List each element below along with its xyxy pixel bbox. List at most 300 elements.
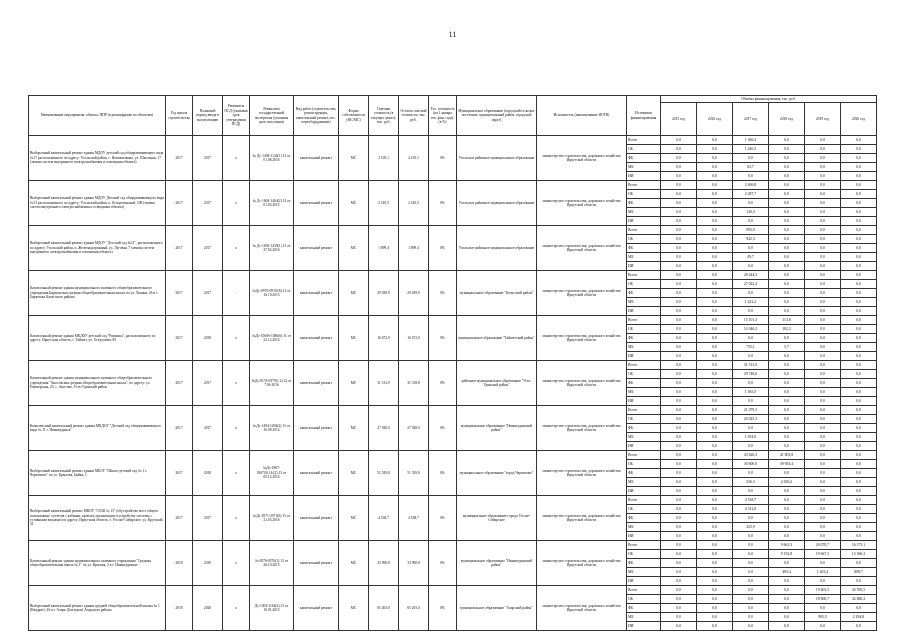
amount-cell: 0,0 (661, 487, 697, 496)
amount-cell: 0,0 (697, 442, 733, 451)
amount-cell: 0,0 (661, 514, 697, 523)
amount-cell: 1 565,5 (733, 388, 769, 397)
table-row (29, 316, 877, 325)
source: Всего (627, 271, 661, 280)
executor: министерство строительства, дорожного хозяйства Иркутской области (537, 586, 627, 631)
estimate: 16 672,9 (369, 316, 399, 361)
expertise: №Дс-0976-0910/(6).13 от 16.10.2013 (250, 271, 294, 316)
amount-cell: 1 422,2 (733, 298, 769, 307)
amount-cell: 0,0 (697, 307, 733, 316)
amount-cell: 0,0 (697, 568, 733, 577)
amount-cell: 0,0 (661, 451, 697, 460)
amount-cell: 1 054,0 (733, 433, 769, 442)
amount-cell: 0,0 (841, 523, 877, 532)
start-year: 2017 (166, 406, 193, 451)
work-type: капитальный ремонт (294, 496, 339, 541)
amount-cell: 0,0 (697, 325, 733, 334)
amount-cell: 1 403,4 (805, 568, 841, 577)
end-year: 2017 (193, 181, 223, 226)
amount-cell: 0,0 (805, 460, 841, 469)
amount-cell: 0,0 (661, 163, 697, 172)
amount-cell: 0,0 (805, 154, 841, 163)
amount-cell: 0,0 (769, 298, 805, 307)
header-sources: Источники финансирования (627, 96, 661, 136)
municipal: районное муниципальное образование "Усть-Удинский район" (457, 361, 537, 406)
amount-cell: 0,0 (697, 451, 733, 460)
amount-cell: 0,0 (733, 172, 769, 181)
remaining: 16 672,9 (399, 316, 429, 361)
psd: х (223, 541, 250, 586)
psd: х (223, 316, 250, 361)
amount-cell: 0,0 (733, 352, 769, 361)
remaining: 2 410,5 (399, 181, 429, 226)
amount-cell: 0,0 (805, 262, 841, 271)
table-row (29, 181, 877, 190)
expertise: №Дс-0176-0379(1.2).12 от 7.06.2016 (250, 361, 294, 406)
amount-cell: 0,0 (805, 244, 841, 253)
header-readiness: Тех. готовность (на 1 января тек. фин. года), (в %) (429, 96, 457, 136)
amount-cell: 9 192,8 (769, 550, 805, 559)
municipal: Усольское районное муниципальное образование (457, 136, 537, 181)
start-year: 2017 (166, 226, 193, 271)
amount-cell: 0,0 (697, 622, 733, 631)
end-year: 2020 (193, 586, 223, 631)
expertise: № Дс-1404-1126(1).13 от 01.08.2016 (250, 136, 294, 181)
amount-cell: 0,0 (733, 568, 769, 577)
amount-cell: 0,0 (841, 370, 877, 379)
amount-cell: 0,0 (733, 424, 769, 433)
amount-cell: 0,0 (697, 370, 733, 379)
source: ОБ (627, 145, 661, 154)
amount-cell: 0,0 (841, 388, 877, 397)
source: МБ (627, 568, 661, 577)
source: ФБ (627, 244, 661, 253)
amount-cell: 18 800,7 (805, 595, 841, 604)
amount-cell: 1 240,5 (733, 145, 769, 154)
source: МБ (627, 388, 661, 397)
remaining: 33 990,8 (399, 541, 429, 586)
start-year: 2017 (166, 496, 193, 541)
amount-cell: 0,0 (661, 361, 697, 370)
amount-cell: 0,0 (697, 523, 733, 532)
executor: министерство строительства, дорожного хозяйства Иркутской области (537, 316, 627, 361)
amount-cell: 0,0 (661, 532, 697, 541)
amount-cell: 0,0 (841, 190, 877, 199)
readiness: 0% (429, 451, 457, 496)
amount-cell: 0,0 (805, 325, 841, 334)
amount-cell: 0,0 (697, 145, 733, 154)
amount-cell: 0,0 (805, 622, 841, 631)
table-row (29, 361, 877, 370)
ownership: МС (339, 316, 369, 361)
amount-cell: 0,0 (661, 262, 697, 271)
readiness: 0% (429, 406, 457, 451)
amount-cell: 0,0 (805, 235, 841, 244)
amount-cell: 0,0 (661, 325, 697, 334)
amount-cell: 31 313,9 (733, 361, 769, 370)
source: Всего (627, 316, 661, 325)
ownership: МС (339, 226, 369, 271)
amount-cell: 0,0 (841, 451, 877, 460)
amount-cell: 0,0 (841, 217, 877, 226)
source: ОБ (627, 235, 661, 244)
amount-cell: 992,0 (733, 226, 769, 235)
amount-cell: 0,0 (733, 604, 769, 613)
source: ИИ (627, 262, 661, 271)
amount-cell: 0,0 (697, 298, 733, 307)
amount-cell: 0,0 (769, 379, 805, 388)
header-year: 2017 год (733, 103, 769, 136)
amount-cell: 0,0 (697, 496, 733, 505)
amount-cell: 0,0 (769, 406, 805, 415)
project-name: Выборочный капитальный ремонт здания МДОУ детский сад общеразвивающего вида №17 расположенного по адресу: Усольский район, с. Новожилкино, ул. Школьная, 17 (замена систем внутреннего электроснабжения и освещения объекта) (29, 136, 166, 181)
readiness: 0% (429, 361, 457, 406)
estimate: 51 529,8 (369, 451, 399, 496)
source: МБ (627, 253, 661, 262)
amount-cell: 0,0 (697, 586, 733, 595)
source: ФБ (627, 289, 661, 298)
source: ОБ (627, 460, 661, 469)
source: ФБ (627, 514, 661, 523)
amount-cell: 0,0 (697, 460, 733, 469)
amount-cell: 0,0 (805, 172, 841, 181)
header-ownership: Форма собственности (ФС/МС) (339, 96, 369, 136)
amount-cell: 0,0 (805, 271, 841, 280)
amount-cell: 0,0 (805, 352, 841, 361)
estimate: 31 513,9 (369, 361, 399, 406)
executor: министерство строительства, дорожного хозяйства Иркутской области (537, 136, 627, 181)
amount-cell: 43 595,5 (841, 586, 877, 595)
amount-cell: 0,0 (805, 397, 841, 406)
end-year: 2017 (193, 136, 223, 181)
start-year: 2017 (166, 136, 193, 181)
amount-cell: 2 287,7 (733, 190, 769, 199)
amount-cell: 0,0 (697, 595, 733, 604)
amount-cell: 0,0 (733, 613, 769, 622)
amount-cell: 0,0 (661, 433, 697, 442)
amount-cell: 0,0 (805, 145, 841, 154)
amount-cell: 0,0 (697, 478, 733, 487)
amount-cell: 0,0 (805, 433, 841, 442)
amount-cell: 0,0 (841, 280, 877, 289)
table-row (29, 586, 877, 595)
amount-cell: 0,0 (661, 271, 697, 280)
amount-cell: 0,0 (805, 199, 841, 208)
amount-cell: 0,0 (841, 334, 877, 343)
executor: министерство строительства, дорожного хозяйства Иркутской области (537, 451, 627, 496)
work-type: капитальный ремонт (294, 181, 339, 226)
amount-cell: 0,0 (661, 379, 697, 388)
ownership: МС (339, 361, 369, 406)
amount-cell: 0,0 (661, 190, 697, 199)
amount-cell: 0,0 (769, 244, 805, 253)
end-year: 2017 (193, 496, 223, 541)
amount-cell: 0,0 (697, 136, 733, 145)
source: Всего (627, 136, 661, 145)
source: ИИ (627, 442, 661, 451)
amount-cell: 0,0 (661, 388, 697, 397)
amount-cell: 0,0 (733, 262, 769, 271)
amount-cell: 21 079,3 (733, 406, 769, 415)
amount-cell: 0,0 (769, 397, 805, 406)
amount-cell: 0,0 (769, 361, 805, 370)
source: ФБ (627, 334, 661, 343)
amount-cell: 49,7 (733, 253, 769, 262)
amount-cell: 0,0 (841, 181, 877, 190)
amount-cell: 27 022,4 (733, 280, 769, 289)
table-row (29, 451, 877, 460)
amount-cell: 0,0 (841, 487, 877, 496)
amount-cell: 0,0 (841, 577, 877, 586)
amount-cell: 0,0 (661, 397, 697, 406)
amount-cell: 0,0 (697, 235, 733, 244)
readiness: 0% (429, 496, 457, 541)
amount-cell: 0,0 (769, 334, 805, 343)
amount-cell: 0,0 (841, 559, 877, 568)
remaining: 2 105,1 (399, 136, 429, 181)
amount-cell: 0,0 (661, 253, 697, 262)
amount-cell: 0,0 (733, 289, 769, 298)
amount-cell: 0,0 (733, 397, 769, 406)
source: Всего (627, 451, 661, 460)
amount-cell: 0,0 (805, 415, 841, 424)
source: ФБ (627, 379, 661, 388)
header-end-year: Плановый период ввода в эксплуатацию (193, 96, 223, 136)
amount-cell: 0,0 (697, 271, 733, 280)
remaining: 1 899,4 (399, 226, 429, 271)
amount-cell: 0,0 (697, 226, 733, 235)
end-year: 2017 (193, 406, 223, 451)
amount-cell: 526,3 (733, 478, 769, 487)
end-year: 2017 (193, 271, 223, 316)
amount-cell: 0,0 (805, 208, 841, 217)
amount-cell: 0,0 (697, 343, 733, 352)
ownership: МС (339, 451, 369, 496)
amount-cell: 0,0 (697, 289, 733, 298)
amount-cell: 0,0 (841, 163, 877, 172)
amount-cell: 0,0 (733, 487, 769, 496)
work-type: капитальный ремонт (294, 136, 339, 181)
source: ИИ (627, 172, 661, 181)
amount-cell: 0,0 (661, 496, 697, 505)
amount-cell: 0,0 (841, 361, 877, 370)
executor: министерство строительства, дорожного хозяйства Иркутской области (537, 271, 627, 316)
expertise: №-0576-0576(1).13 от 26.10.2015 (250, 541, 294, 586)
amount-cell: 0,0 (805, 253, 841, 262)
amount-cell: 0,0 (805, 559, 841, 568)
amount-cell: 0,0 (841, 136, 877, 145)
amount-cell: 43 626,3 (733, 451, 769, 460)
amount-cell: 0,0 (697, 280, 733, 289)
amount-cell: 28 444,5 (733, 271, 769, 280)
start-year: 2017 (166, 361, 193, 406)
project-name: Выборочный капитальный ремонт МКОУ "СОШ № 13" (обустройство мест общего пользования/ туалетов с кабинки, кровля), организации и устройству системы с уставными входами) по адресу: Иркутская область, г. Усолье-Сибирское, ул. Крупской, 31 (29, 496, 166, 541)
source: ОБ (627, 415, 661, 424)
header-year: 2015 год (661, 103, 697, 136)
ownership: МС (339, 271, 369, 316)
amount-cell: 0,0 (769, 415, 805, 424)
amount-cell: 0,0 (841, 532, 877, 541)
amount-cell: 0,0 (769, 262, 805, 271)
amount-cell: 0,0 (805, 226, 841, 235)
amount-cell: 0,0 (841, 172, 877, 181)
estimate: 33 990,8 (369, 541, 399, 586)
amount-cell: 0,0 (661, 208, 697, 217)
source: ОБ (627, 370, 661, 379)
amount-cell: 0,0 (733, 442, 769, 451)
amount-cell: 0,0 (697, 316, 733, 325)
ownership: МС (339, 406, 369, 451)
amount-cell: 0,0 (697, 217, 733, 226)
amount-cell: 0,0 (661, 595, 697, 604)
amount-cell: 0,0 (769, 514, 805, 523)
amount-cell: 0,0 (769, 199, 805, 208)
readiness: 0% (429, 271, 457, 316)
amount-cell: 0,0 (697, 190, 733, 199)
estimate: 65 203,0 (369, 586, 399, 631)
amount-cell: 0,0 (841, 478, 877, 487)
amount-cell: 0,0 (769, 586, 805, 595)
psd: х (223, 496, 250, 541)
amount-cell: 0,0 (769, 208, 805, 217)
source: Всего (627, 181, 661, 190)
header-volume: Объемы финансирования, тыс. руб. (661, 96, 877, 103)
source: ИИ (627, 217, 661, 226)
header-name: Наименование мероприятия, объекта, ППР (в расшифровке по объектам) (29, 96, 166, 136)
table-row (29, 136, 877, 145)
amount-cell: 0,0 (697, 208, 733, 217)
readiness: 0% (429, 136, 457, 181)
amount-cell: 0,0 (661, 280, 697, 289)
amount-cell: 0,0 (697, 361, 733, 370)
amount-cell: 0,0 (769, 523, 805, 532)
amount-cell: 0,0 (661, 604, 697, 613)
amount-cell: 0,0 (661, 154, 697, 163)
amount-cell: 2 406,8 (733, 181, 769, 190)
amount-cell: 0,0 (769, 352, 805, 361)
amount-cell: 0,0 (805, 334, 841, 343)
amount-cell: 0,0 (661, 244, 697, 253)
amount-cell: 0,0 (661, 469, 697, 478)
amount-cell: 0,0 (841, 235, 877, 244)
source: ИИ (627, 532, 661, 541)
amount-cell: 0,0 (805, 190, 841, 199)
municipal: муниципальное образование "Тайшетский район" (457, 316, 537, 361)
amount-cell: 0,0 (841, 496, 877, 505)
work-type: капитальный ремонт (294, 271, 339, 316)
amount-cell: 0,0 (661, 415, 697, 424)
amount-cell: 0,0 (805, 181, 841, 190)
municipal: муниципальное образование города Усолье-Сибирское (457, 496, 537, 541)
financing-table (28, 95, 877, 631)
municipal: муниципальное образование "Качугский район" (457, 271, 537, 316)
amount-cell: 0,0 (661, 226, 697, 235)
amount-cell: 0,0 (733, 334, 769, 343)
amount-cell: 0,0 (841, 226, 877, 235)
amount-cell: 0,0 (805, 496, 841, 505)
amount-cell: 0,0 (661, 550, 697, 559)
amount-cell: 0,0 (769, 424, 805, 433)
work-type: капитальный ремонт (294, 541, 339, 586)
amount-cell: 0,0 (841, 397, 877, 406)
amount-cell: 0,0 (697, 514, 733, 523)
municipal: Усольское районное муниципальное образование (457, 226, 537, 271)
amount-cell: 0,0 (661, 460, 697, 469)
table-row (29, 271, 877, 280)
amount-cell: 0,0 (805, 532, 841, 541)
amount-cell: 0,0 (697, 181, 733, 190)
source: Всего (627, 586, 661, 595)
estimate: 4 538,7 (369, 496, 399, 541)
amount-cell: 0,0 (697, 415, 733, 424)
psd: х (223, 361, 250, 406)
amount-cell: 0,0 (697, 352, 733, 361)
source: ИИ (627, 307, 661, 316)
amount-cell: 225,9 (733, 523, 769, 532)
source: ИИ (627, 622, 661, 631)
readiness: 0% (429, 586, 457, 631)
expertise: №Дс-1867-1867(0).14/(2).13 от 05.12.2014 (250, 451, 294, 496)
amount-cell: 0,0 (661, 199, 697, 208)
work-type: капитальный ремонт (294, 226, 339, 271)
table-row (29, 406, 877, 415)
table-row (29, 226, 877, 235)
amount-cell: 0,0 (697, 613, 733, 622)
amount-cell: 0,0 (697, 388, 733, 397)
project-name: Капитальный ремонт здания муниципального казенного общеобразовательного учреждения Бирюльская средняя общеобразовательная школа по ул. Ленина, 26 в с. Бирюлька Качугского района (29, 271, 166, 316)
amount-cell: 0,0 (733, 514, 769, 523)
source: МБ (627, 523, 661, 532)
amount-cell: 0,0 (697, 172, 733, 181)
amount-cell: 0,0 (841, 325, 877, 334)
amount-cell: 2 294,8 (841, 613, 877, 622)
amount-cell: 0,0 (733, 217, 769, 226)
amount-cell: 0,0 (805, 307, 841, 316)
amount-cell: 0,0 (841, 307, 877, 316)
amount-cell: 0,0 (805, 424, 841, 433)
amount-cell: 0,0 (841, 244, 877, 253)
amount-cell: 0,0 (841, 379, 877, 388)
psd: х (223, 136, 250, 181)
start-year: 2017 (166, 271, 193, 316)
amount-cell: 0,0 (769, 370, 805, 379)
work-type: капитальный ремонт (294, 586, 339, 631)
amount-cell: 0,0 (733, 199, 769, 208)
amount-cell: 0,0 (661, 442, 697, 451)
amount-cell: 0,0 (733, 532, 769, 541)
header-year: 2020 год (841, 103, 877, 136)
amount-cell: 755,1 (733, 343, 769, 352)
work-type: капитальный ремонт (294, 406, 339, 451)
project-name: Капитальный ремонт здания муниципального казенного учреждения "Средняя общеобразовательная школа № 1" по ул. Красная, 2 в г. Нижнеудинске (29, 541, 166, 586)
project-name: Выборочный капитальный ремонт здания МДОУ "Детский сад №11", расположенного по адресу: Усольский район, п. Железнодорожный, ул. Луговая, 7 (замена систем внутреннего электроснабжения и освещения объекта) (29, 226, 166, 271)
amount-cell: 0,0 (841, 316, 877, 325)
amount-cell: 0,0 (805, 316, 841, 325)
source: Всего (627, 226, 661, 235)
amount-cell: 0,0 (697, 550, 733, 559)
amount-cell: 942,3 (733, 235, 769, 244)
amount-cell: 0,0 (841, 208, 877, 217)
amount-cell: 0,0 (841, 622, 877, 631)
amount-cell: 0,0 (661, 343, 697, 352)
amount-cell: 1 366,2 (733, 136, 769, 145)
estimate: 27 928,0 (369, 406, 399, 451)
amount-cell: 0,0 (661, 622, 697, 631)
amount-cell: 4 538,7 (733, 496, 769, 505)
amount-cell: 0,0 (769, 289, 805, 298)
remaining: 4 538,7 (399, 496, 429, 541)
psd: х (223, 406, 250, 451)
